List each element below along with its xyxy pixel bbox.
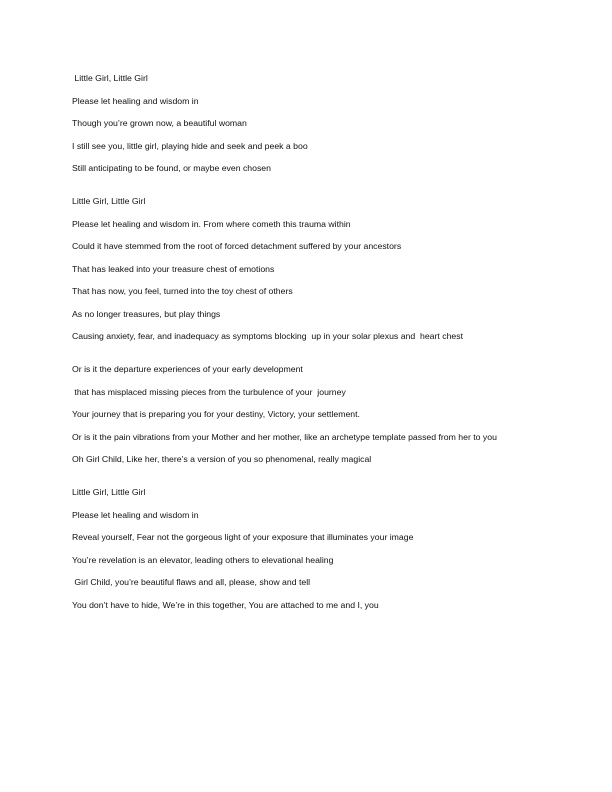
poem-line: Little Girl, Little Girl [72, 196, 146, 206]
poem-line: As no longer treasures, but play things [72, 308, 221, 319]
poem-line: I still see you, little girl, playing hide and seek and peek a boo [72, 140, 308, 151]
stanza-4 [72, 487, 542, 611]
poem-line: Could it have stemmed from the root of forced detachment suffered by your ancestors [72, 241, 402, 251]
poem-line: Causing anxiety, fear, and inadequacy as symptoms blocking up in your solar plexus and heart chest [72, 331, 463, 341]
poem-line: Little Girl, Little Girl [72, 73, 148, 83]
poem-line: Girl Child, you’re beautiful flaws and all, please, show and tell [72, 577, 311, 587]
poem-body [72, 73, 542, 633]
poem-line: Little Girl, Little Girl [72, 487, 146, 497]
poem-line: That has now, you feel, turned into the toy chest of others [72, 286, 293, 296]
stanza-1 [72, 73, 542, 174]
poem-line: Please let healing and wisdom in [72, 95, 199, 106]
poem-line: You’re revelation is an elevator, leading others to elevational healing [72, 554, 334, 565]
poem-line: Though you’re grown now, a beautiful woman [72, 118, 247, 128]
poem-line: Please let healing and wisdom in [72, 509, 199, 520]
poem-line: Reveal yourself, Fear not the gorgeous light of your exposure that illuminates your image [72, 532, 414, 542]
poem-line: Your journey that is preparing you for your destiny, Victory, your settlement. [72, 409, 360, 419]
poem-line: that has misplaced missing pieces from the turbulence of your journey [72, 386, 346, 397]
poem-line: Or is it the pain vibrations from your Mother and her mother, like an archetype template passed from her to you [72, 431, 497, 442]
poem-line: Still anticipating to be found, or maybe even chosen [72, 163, 271, 173]
poem-line: Or is it the departure experiences of your early development [72, 364, 303, 374]
poem-line: Please let healing and wisdom in. From where cometh this trauma within [72, 218, 351, 229]
stanza-2 [72, 196, 542, 342]
poem-line: That has leaked into your treasure chest of emotions [72, 263, 275, 274]
poem-line: You don’t have to hide, We’re in this together, You are attached to me and I, you [72, 599, 379, 610]
poem-line: Oh Girl Child, Like her, there’s a version of you so phenomenal, really magical [72, 454, 372, 464]
stanza-3 [72, 364, 542, 465]
